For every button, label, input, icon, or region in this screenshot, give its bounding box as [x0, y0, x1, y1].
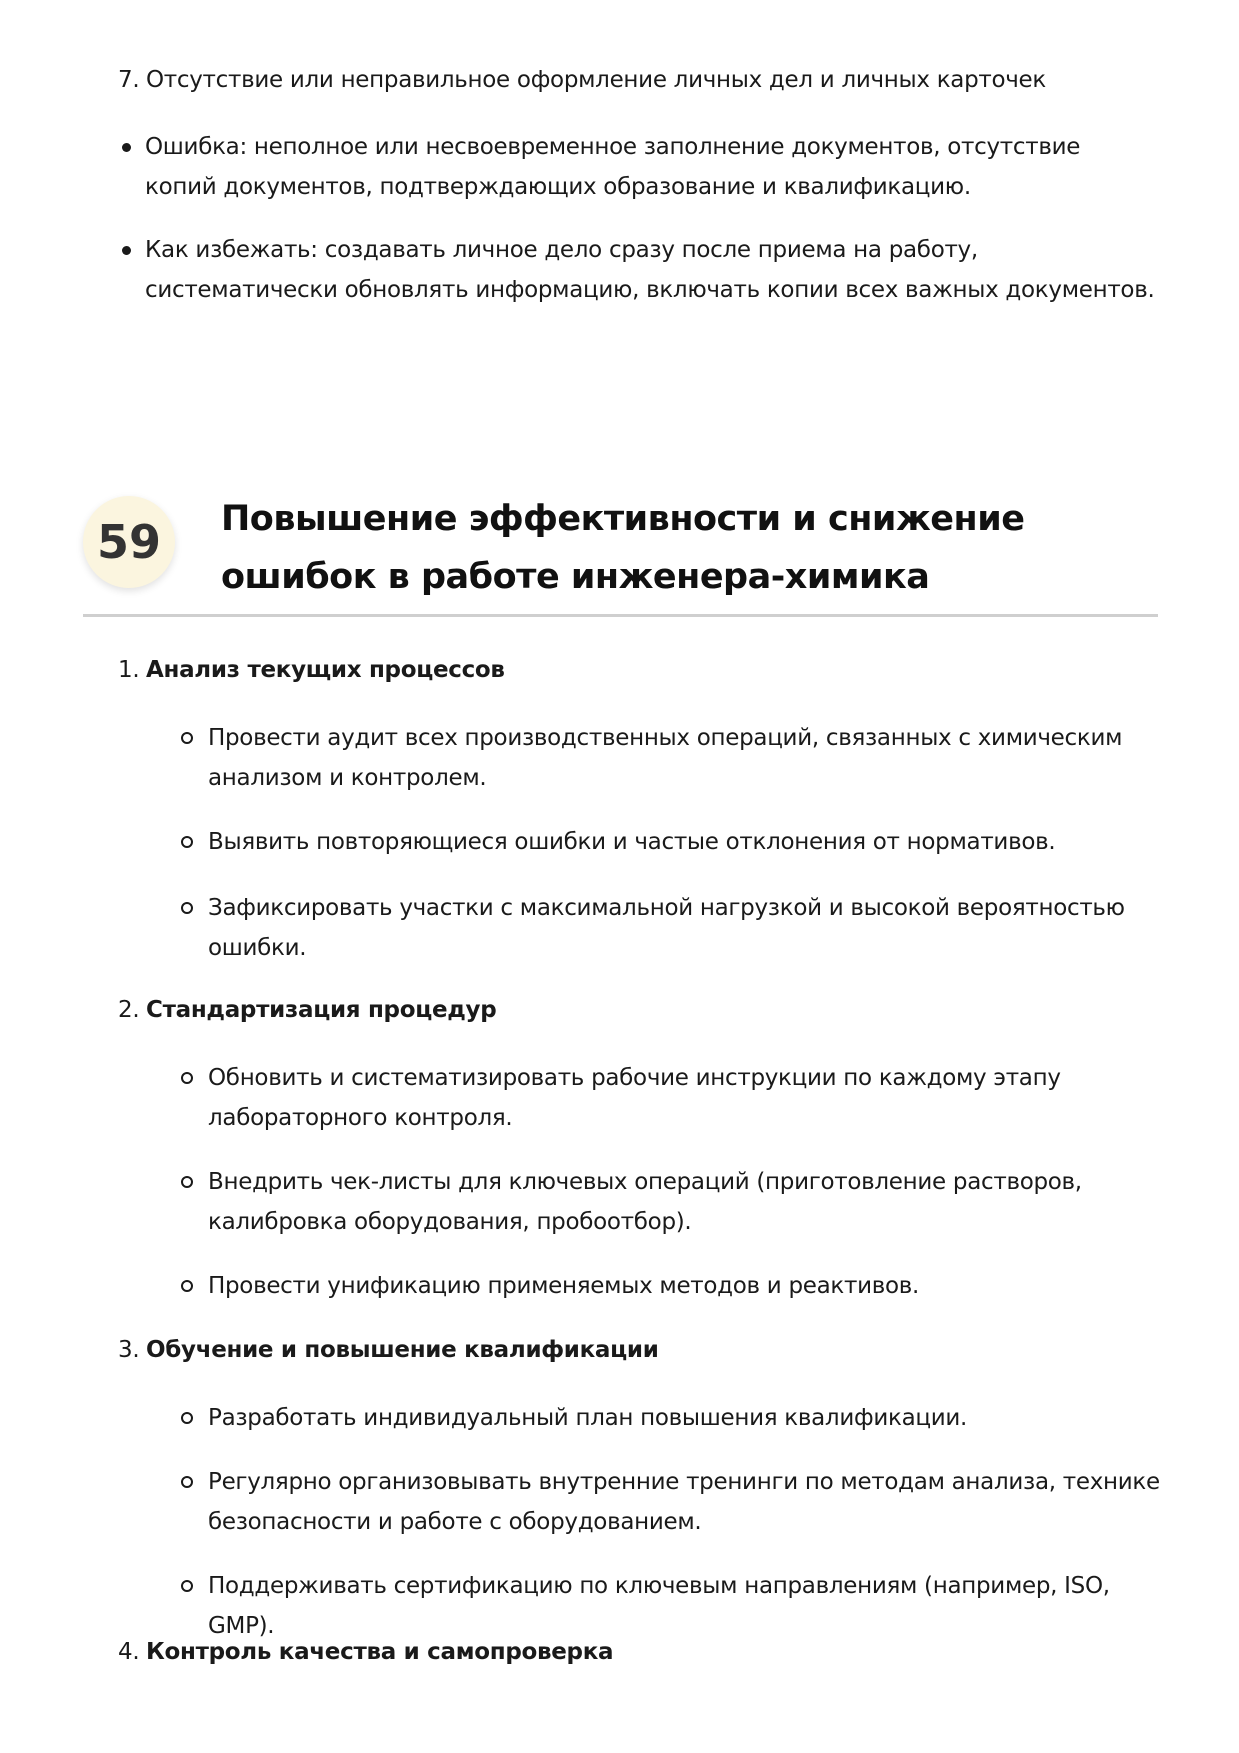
sub-list-item — [208, 1462, 1168, 1542]
sub-list-item — [208, 718, 1168, 798]
step-heading — [118, 1330, 1158, 1370]
sub-list-item — [208, 888, 1168, 968]
list-item-title: Отсутствие или неправильное оформление личных дел и личных карточек — [146, 67, 1047, 93]
bullet-item — [145, 230, 1155, 310]
circle-bullet-icon — [181, 1412, 193, 1424]
sub-item-text: Провести унификацию применяемых методов и реактивов. — [208, 1273, 920, 1299]
list-number: 7. — [118, 67, 140, 93]
sub-list-item — [208, 1162, 1168, 1242]
circle-bullet-icon — [181, 1580, 193, 1592]
step-number: 2. — [118, 997, 140, 1023]
sub-list-item — [208, 1266, 1168, 1306]
list-item-heading — [118, 60, 1168, 100]
bullet-dot-icon — [122, 246, 131, 255]
section-header — [83, 490, 1158, 617]
circle-bullet-icon — [181, 1280, 193, 1292]
sub-item-text: Обновить и систематизировать рабочие инструкции по каждому этапу лабораторного контроля. — [208, 1065, 1061, 1131]
sub-item-text: Выявить повторяющиеся ошибки и частые отклонения от нормативов. — [208, 829, 1056, 855]
circle-bullet-icon — [181, 732, 193, 744]
step-title: Анализ текущих процессов — [146, 657, 505, 683]
step-number: 4. — [118, 1639, 140, 1665]
sub-item-text: Поддерживать сертификацию по ключевым направлениям (например, ISO, GMP). — [208, 1573, 1110, 1639]
step-heading — [118, 650, 1158, 690]
step-title: Обучение и повышение квалификации — [146, 1337, 659, 1363]
circle-bullet-icon — [181, 1176, 193, 1188]
sub-item-text: Внедрить чек-листы для ключевых операций (приготовление растворов, калибровка оборудования, пробоотбор). — [208, 1169, 1082, 1235]
bullet-dot-icon — [122, 143, 131, 152]
step-heading — [118, 1632, 1158, 1672]
circle-bullet-icon — [181, 1476, 193, 1488]
sub-list-item — [208, 822, 1168, 862]
step-number: 1. — [118, 657, 140, 683]
step-heading — [118, 990, 1158, 1030]
section-number-badge: 59 — [83, 496, 175, 588]
bullet-text: Как избежать: создавать личное дело сразу после приема на работу, систематически обновлять информацию, включать копии всех важных документов. — [145, 237, 1155, 303]
bullet-item — [145, 127, 1155, 207]
sub-item-text: Зафиксировать участки с максимальной нагрузкой и высокой вероятностью ошибки. — [208, 895, 1125, 961]
step-title: Контроль качества и самопроверка — [146, 1639, 614, 1665]
sub-list-item — [208, 1058, 1168, 1138]
circle-bullet-icon — [181, 902, 193, 914]
step-number: 3. — [118, 1337, 140, 1363]
circle-bullet-icon — [181, 1072, 193, 1084]
sub-item-text: Провести аудит всех производственных операций, связанных с химическим анализом и контролем. — [208, 725, 1123, 791]
circle-bullet-icon — [181, 836, 193, 848]
sub-list-item — [208, 1398, 1168, 1438]
sub-item-text: Разработать индивидуальный план повышения квалификации. — [208, 1405, 968, 1431]
section-title: Повышение эффективности и снижение ошибок в работе инженера-химика — [221, 499, 1025, 597]
bullet-text: Ошибка: неполное или несвоевременное заполнение документов, отсутствие копий документов, подтверждающих образование и квалификацию. — [145, 134, 1081, 200]
step-title: Стандартизация процедур — [146, 997, 497, 1023]
sub-item-text: Регулярно организовывать внутренние тренинги по методам анализа, технике безопасности и работе с оборудованием. — [208, 1469, 1160, 1535]
